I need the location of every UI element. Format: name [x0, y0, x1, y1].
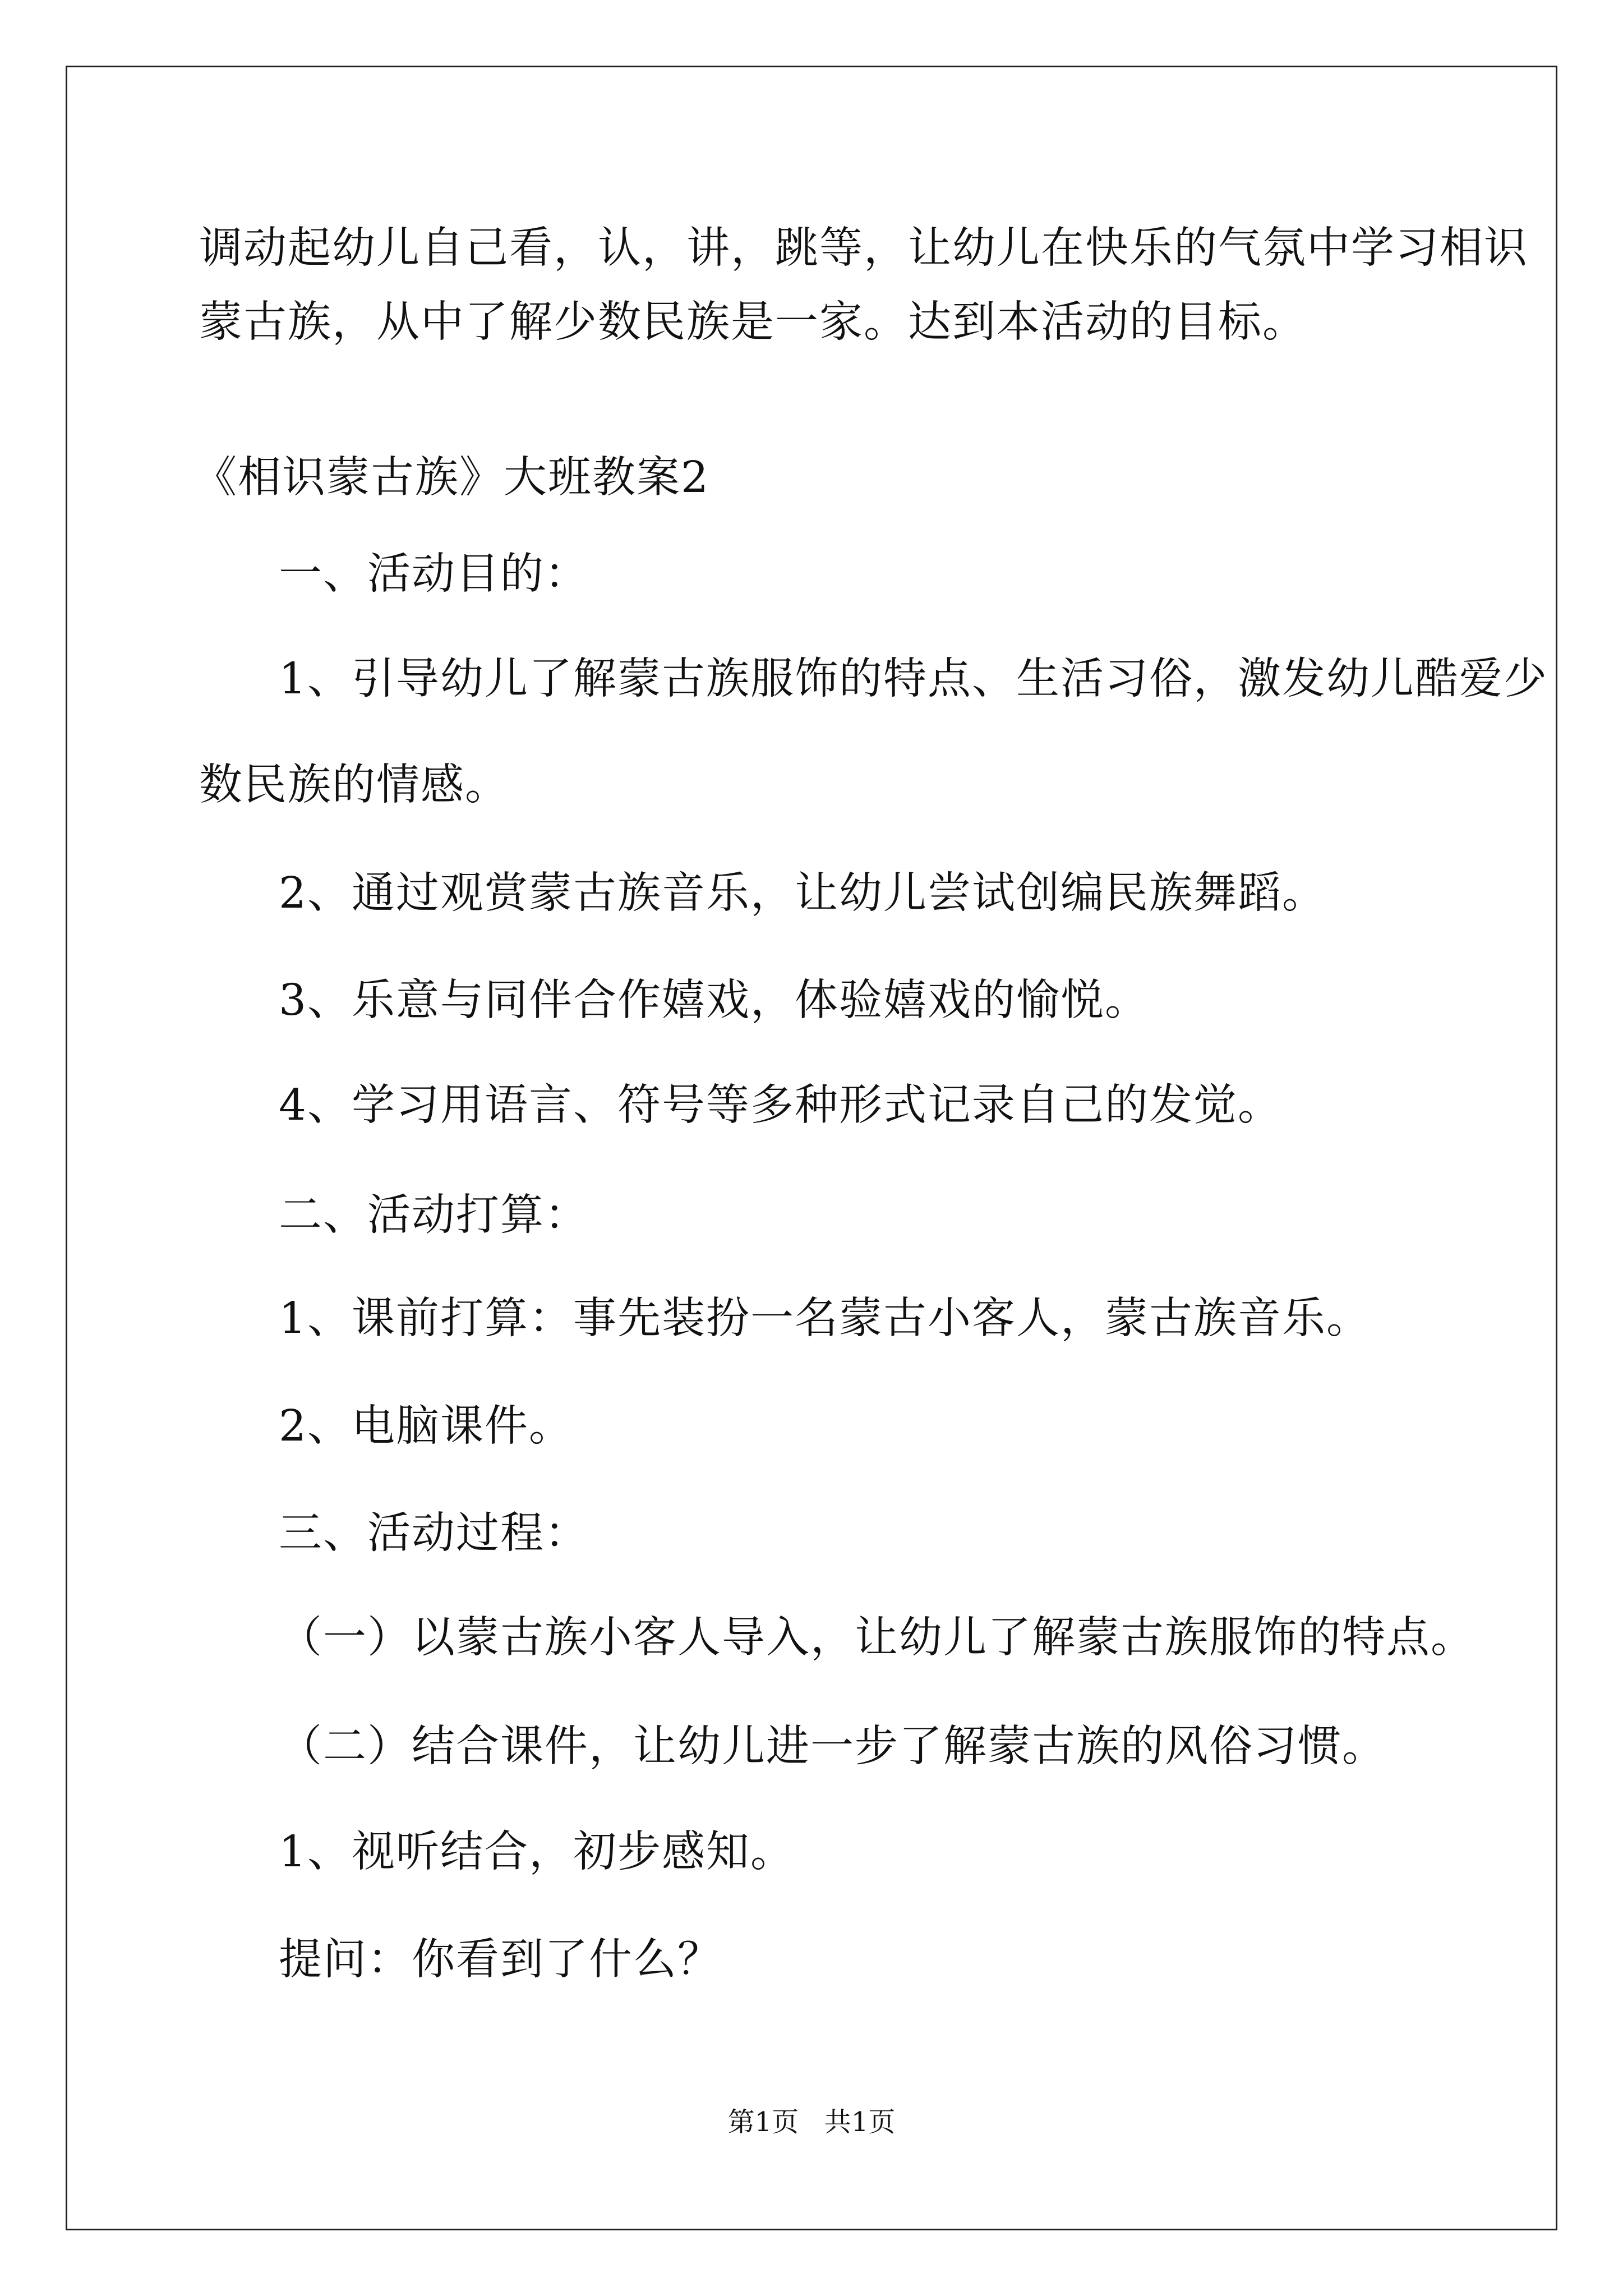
question-line: 提问：你看到了什么？ — [279, 1935, 722, 1985]
goal-1-line-1: 1、引导幼儿了解蒙古族服饰的特点、生活习俗，激发幼儿酷爱少 — [279, 654, 1548, 704]
page-footer: 第1页 共1页 — [727, 2106, 896, 2138]
goal-4: 4、学习用语言、符号等多种形式记录自己的发觉。 — [279, 1080, 1282, 1130]
process-step-2: （二）结合课件，让幼儿进一步了解蒙古族的风俗习惯。 — [279, 1722, 1386, 1772]
goal-3: 3、乐意与同伴合作嬉戏，体验嬉戏的愉悦。 — [279, 976, 1149, 1025]
preparation-1: 1、课前打算：事先装扮一名蒙古小客人，蒙古族音乐。 — [279, 1294, 1371, 1343]
body-line-continuation-2: 蒙古族，从中了解少数民族是一家。达到本活动的目标。 — [199, 297, 1307, 347]
goal-1-line-2: 数民族的情感。 — [199, 760, 509, 810]
page-border — [66, 66, 1557, 2230]
section-title: 《相识蒙古族》大班教案2 — [193, 453, 709, 503]
process-step-1: （一）以蒙古族小客人导入，让幼儿了解蒙古族服饰的特点。 — [279, 1613, 1475, 1663]
body-line-continuation-1: 调动起幼儿自己看，认，讲，跳等，让幼儿在快乐的气氛中学习相识 — [199, 223, 1528, 273]
heading-activity-process: 三、活动过程： — [279, 1508, 589, 1558]
heading-activity-goals: 一、活动目的： — [279, 549, 589, 599]
heading-activity-preparation: 二、活动打算： — [279, 1190, 589, 1240]
goal-2: 2、通过观赏蒙古族音乐，让幼儿尝试创编民族舞蹈。 — [279, 868, 1326, 918]
preparation-2: 2、电脑课件。 — [279, 1401, 573, 1451]
process-substep-1: 1、视听结合，初步感知。 — [279, 1827, 795, 1877]
